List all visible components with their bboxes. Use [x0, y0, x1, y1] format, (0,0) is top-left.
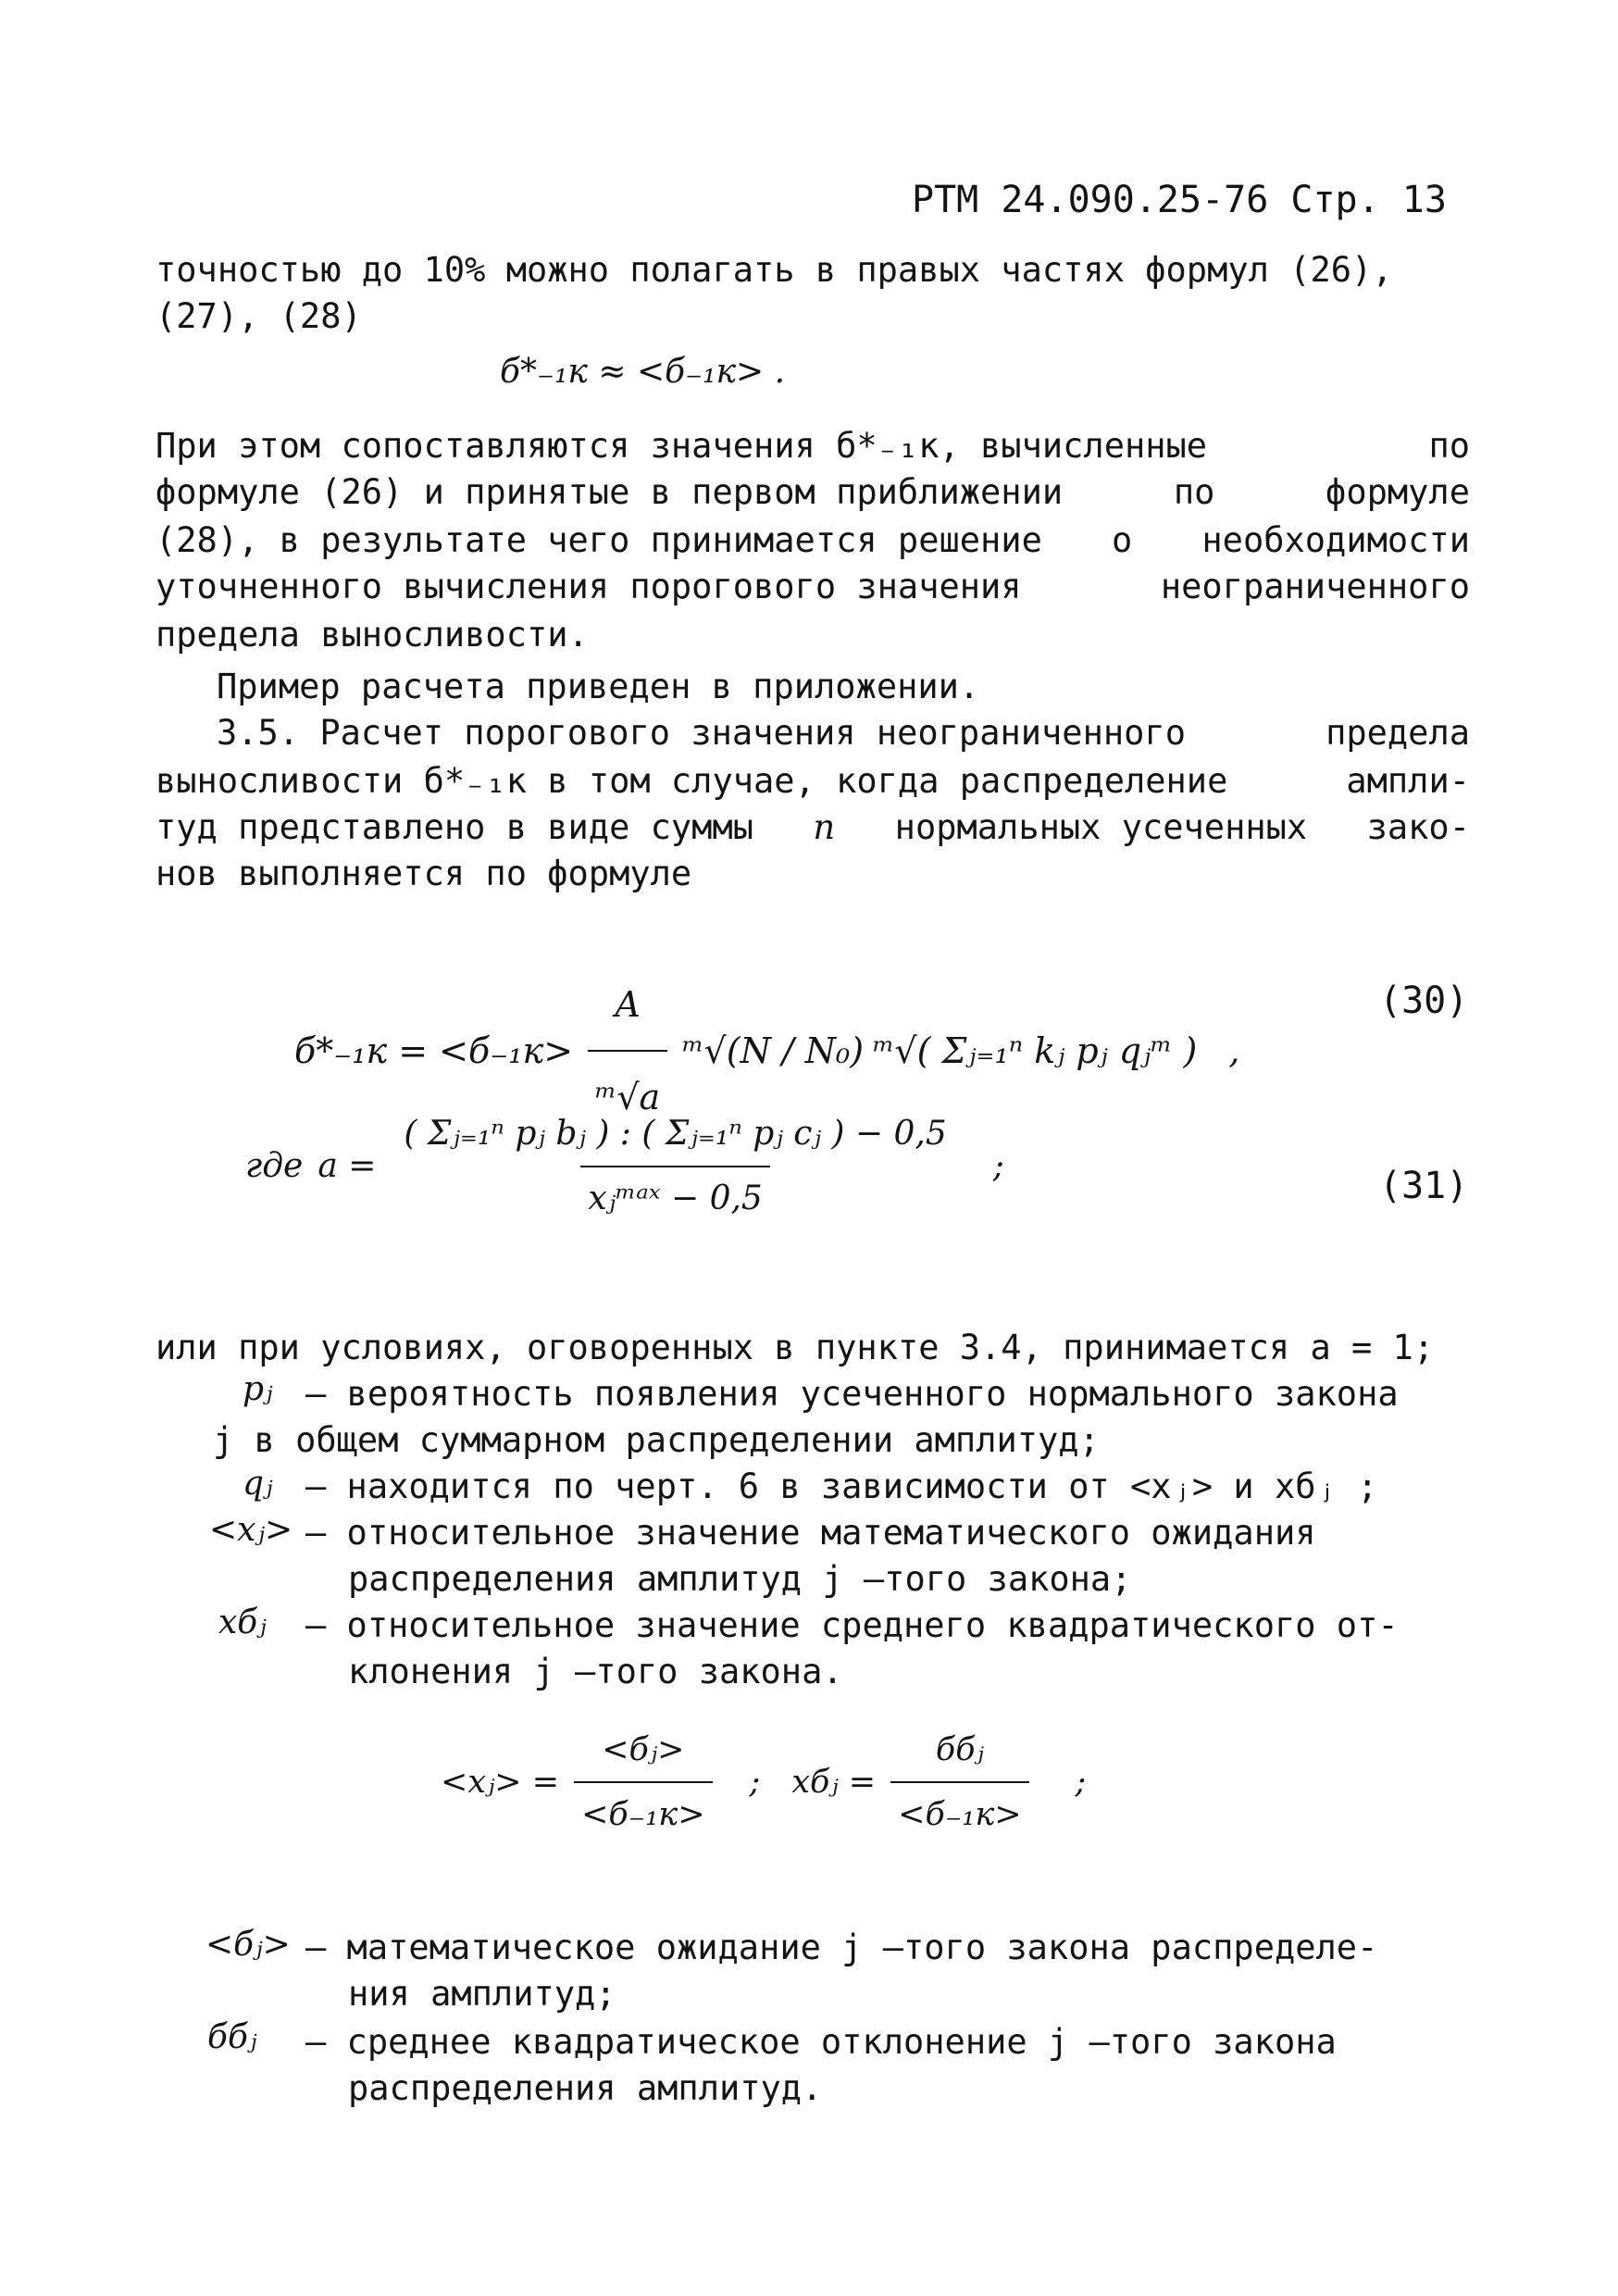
def-symbol: qⱼ: [243, 1465, 273, 1503]
def-text: j в общем суммарном распределении амплитуд;: [213, 1420, 1100, 1460]
para4-line3: туд представлено в виде суммы n нормальных усеченных зако-: [156, 807, 1470, 847]
para2-line5: предела выносливости.: [156, 615, 589, 655]
eq31-where: где: [245, 1147, 304, 1185]
approx-formula: б*₋₁к ≈ <б₋₁к> .: [500, 353, 786, 391]
equation-31: [245, 1106, 1004, 1227]
def-text: клонения j –того закона.: [348, 1652, 843, 1691]
eq31-lhs: a =: [317, 1147, 377, 1185]
para2-line4: уточненного вычисления порогового значения неограниченного: [156, 567, 1470, 606]
para2-line1: При этом сопоставляются значения б*₋₁к, вычисленные по: [156, 426, 1470, 466]
def-text: – относительное значение среднего квадратического от-: [305, 1605, 1399, 1645]
eq30-lhs: б*₋₁к = <б₋₁к>: [294, 1030, 574, 1071]
para3: Пример расчета приведен в приложении.: [217, 667, 980, 706]
para1-line1: точностью до 10% можно полагать в правых частях формул (26),: [156, 250, 1393, 290]
eq31-number: (31): [1379, 1165, 1469, 1207]
eq30-sep: ,: [1228, 1030, 1240, 1071]
def-text: – математическое ожидание j –того закона распределе-: [305, 1928, 1378, 1967]
para4-line1: 3.5. Расчет порогового значения неограниченного предела: [217, 713, 1470, 753]
def-text: – среднее квадратическое отклонение j –того закона: [305, 2022, 1337, 2062]
def-text: – относительное значение математического ожидания: [305, 1513, 1316, 1553]
def-symbol: ббⱼ: [207, 2018, 257, 2056]
eq30-root-sum: ᵐ√( Σⱼ₌₁ⁿ kⱼ pⱼ qⱼᵐ ): [873, 1030, 1198, 1071]
eq31-fraction: $\frac{\text{( Σⱼ₌₁ⁿ pⱼ bⱼ ) : ( Σⱼ₌₁ⁿ pⱼ cⱼ ) − 0,5}}{\text{xⱼᵐᵃˣ − 0,5}}$: [396, 1106, 953, 1227]
def-text: распределения амплитуд j –того закона;: [348, 1559, 1132, 1599]
para2-line3: (28), в результате чего принимается решение о необходимости: [156, 520, 1470, 560]
def-symbol: <бⱼ>: [205, 1926, 291, 1964]
def-symbol: <xⱼ>: [209, 1511, 293, 1549]
para1-line2: (27), (28): [156, 296, 362, 336]
ratio-fraction-b: $\frac{\text{ббⱼ}}{\text{<б₋₁к>}}$: [890, 1722, 1028, 1842]
eq30-fraction: $\frac{A}{\text{ᵐ√a}}$: [588, 963, 667, 1139]
after-eq31: или при условиях, оговоренных в пункте 3.4, принимается a = 1;: [156, 1328, 1435, 1367]
def-text: распределения амплитуд.: [348, 2068, 823, 2108]
page-header: РТМ 24.090.25-76 Стр. 13: [912, 179, 1447, 221]
def-symbol: xбⱼ: [218, 1603, 267, 1641]
para4-line2: выносливости б*₋₁к в том случае, когда распределение ампли-: [156, 761, 1470, 801]
eq30-root-n: ᵐ√(N / N₀): [682, 1030, 865, 1071]
para2-line2: формуле (26) и принятые в первом приближении по формуле: [156, 472, 1470, 512]
def-text: ния амплитуд;: [348, 1974, 616, 2014]
ratio-equations: <xⱼ> = $\frac{\text{<бⱼ>}}{\text{<б₋₁к>}}$ ; xбⱼ = $\frac{\text{ббⱼ}}{\text{<б₋₁к>}}$ ;: [441, 1722, 1086, 1842]
eq31-sep: ;: [992, 1147, 1004, 1185]
def-text: – находится по черт. 6 в зависимости от <xⱼ> и xбⱼ ;: [305, 1466, 1378, 1506]
eq30-number: (30): [1379, 980, 1469, 1022]
def-symbol: pⱼ: [243, 1370, 273, 1408]
ratio-fraction-a: $\frac{\text{<бⱼ>}}{\text{<б₋₁к>}}$: [574, 1722, 712, 1842]
def-text: – вероятность появления усеченного нормального закона: [305, 1374, 1399, 1414]
para4-line4: нов выполняется по формуле: [156, 854, 692, 893]
